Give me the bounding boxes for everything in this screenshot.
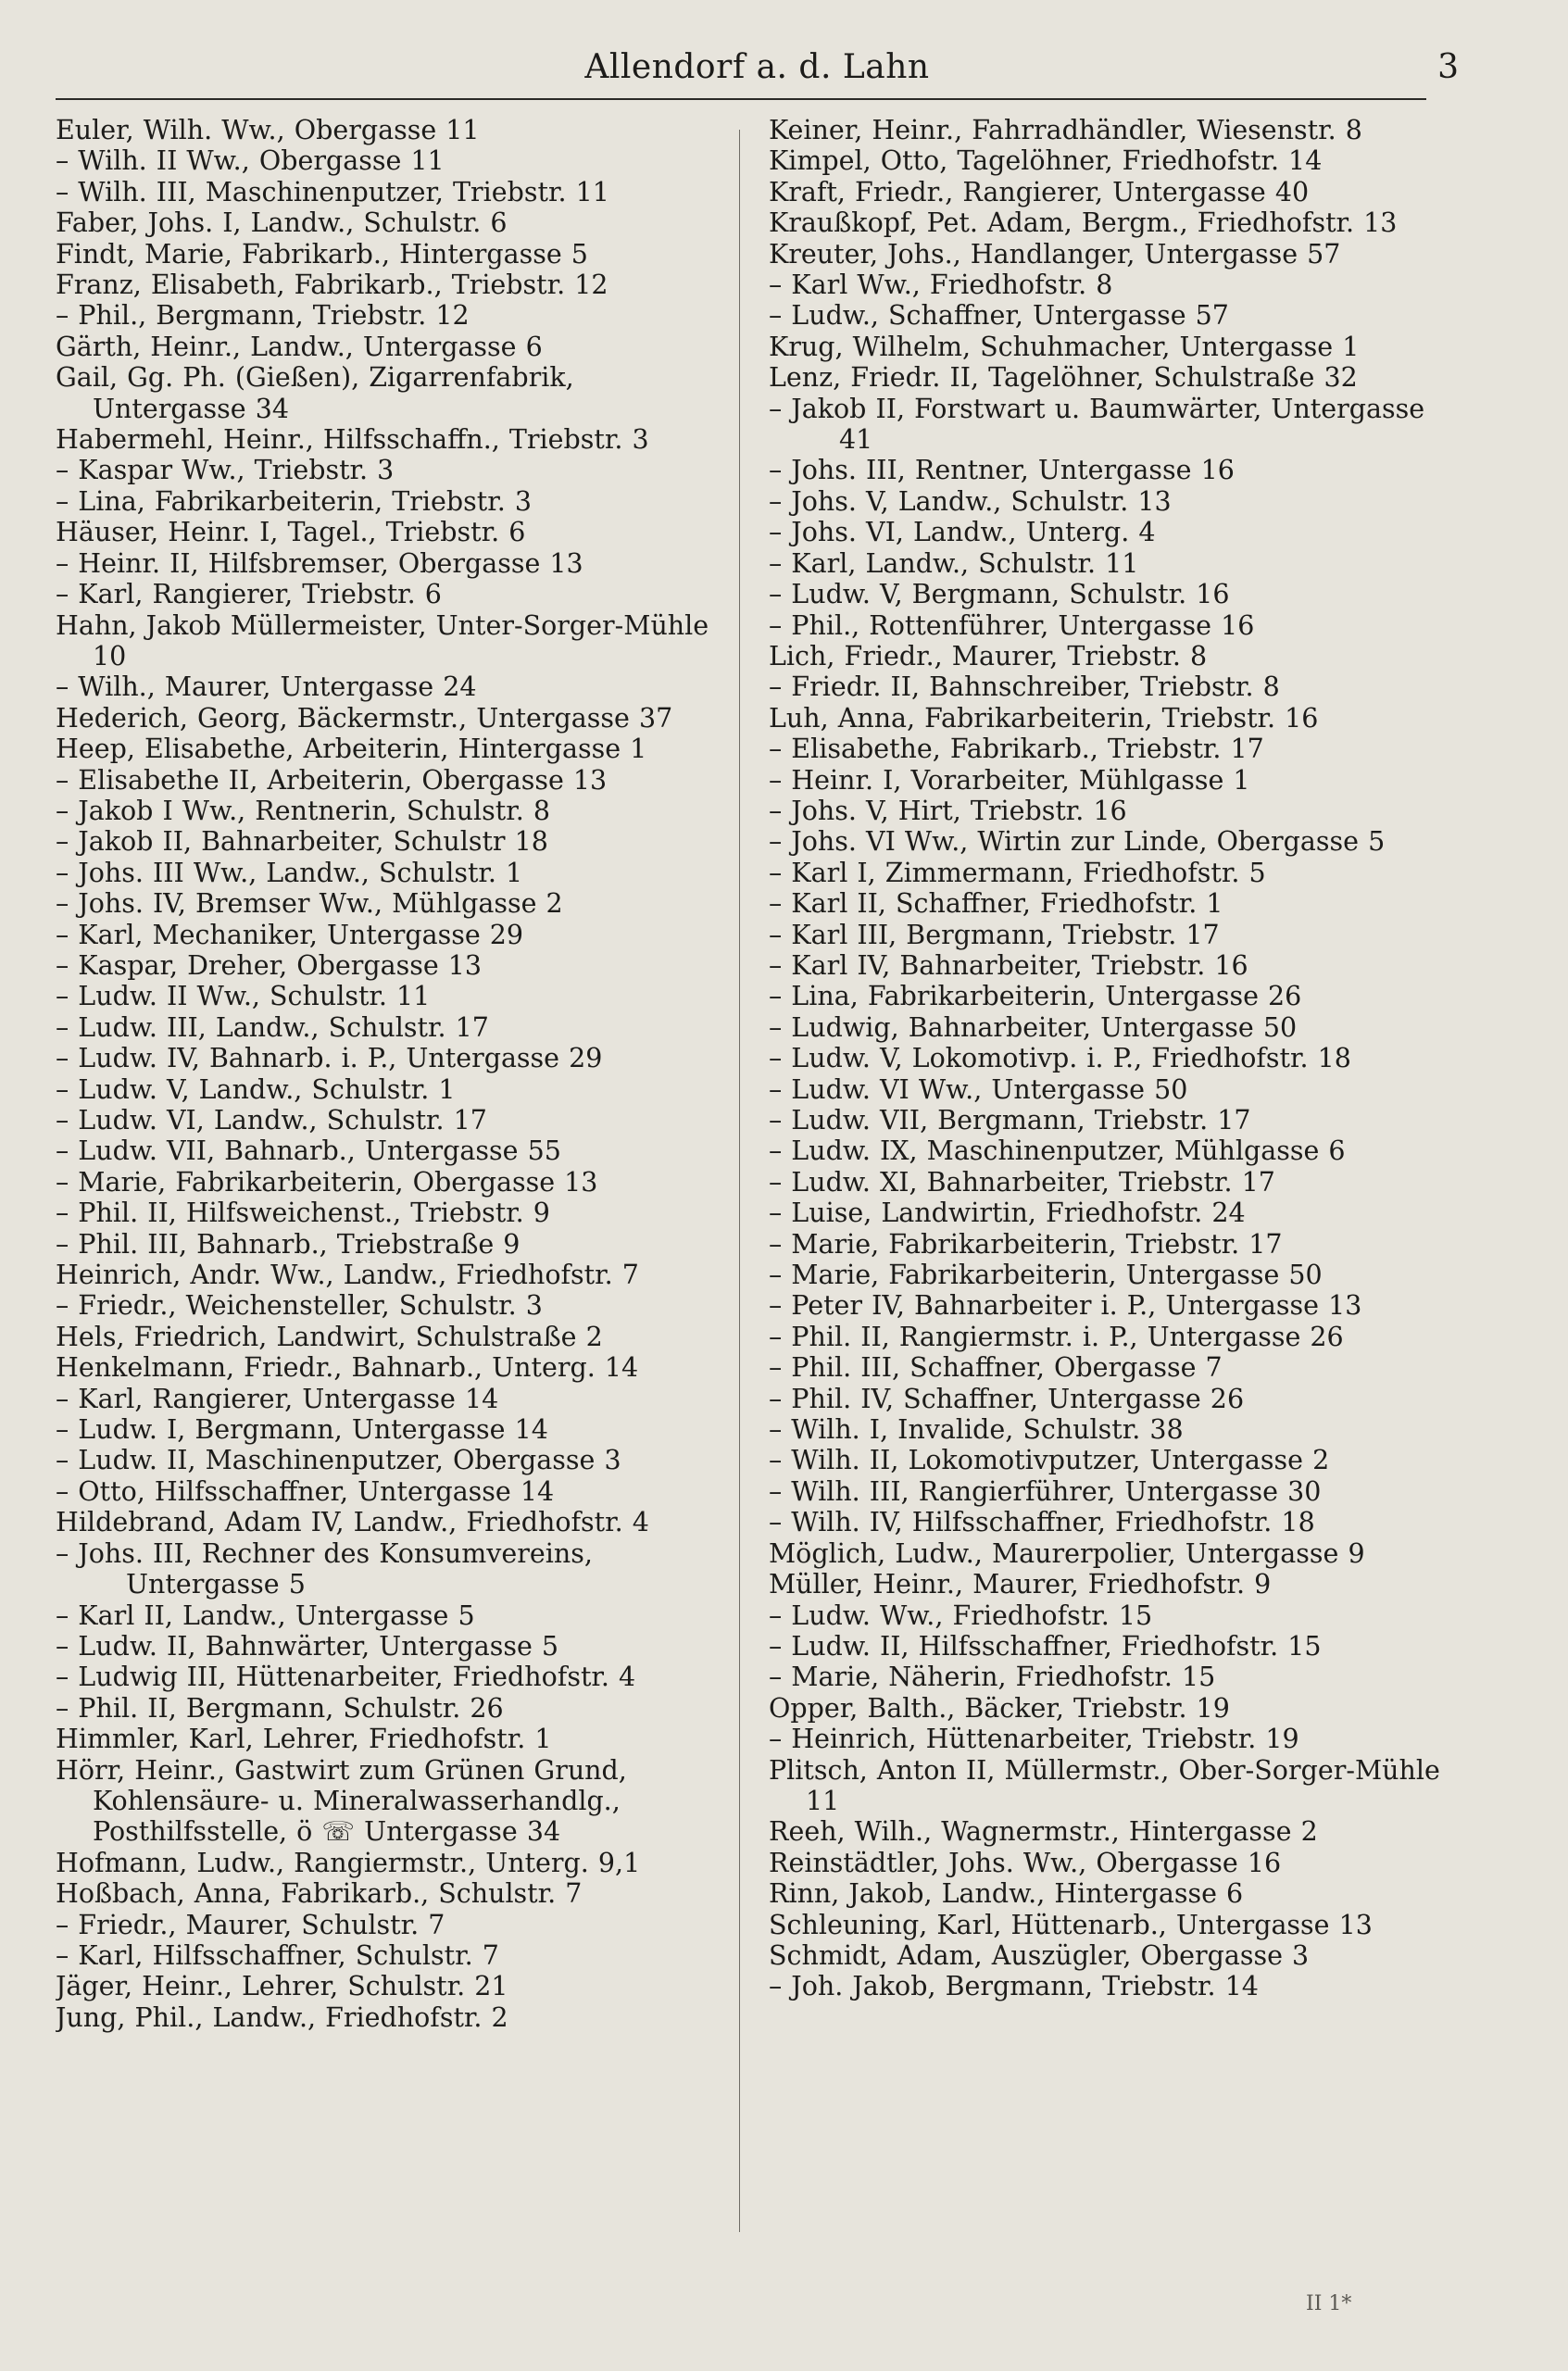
directory-entry: Plitsch, Anton II, Müllermstr., Ober-Sorger-Mühle 11	[769, 1754, 1440, 1816]
directory-entry: Faber, Johs. I, Landw., Schulstr. 6	[56, 207, 508, 239]
directory-entry: Kraußkopf, Pet. Adam, Bergm., Friedhofstr. 13	[769, 207, 1398, 239]
signature-mark: II 1*	[1306, 2292, 1352, 2315]
directory-entry: Hoßbach, Anna, Fabrikarb., Schulstr. 7	[56, 1878, 583, 1910]
directory-entry: Hofmann, Ludw., Rangiermstr., Unterg. 9,1	[56, 1847, 641, 1878]
directory-entry: Hahn, Jakob Müllermeister, Unter-Sorger-Mühle 10	[56, 609, 709, 671]
directory-entry: – Phil. IV, Schaffner, Untergasse 26	[769, 1383, 1245, 1414]
directory-entry: – Otto, Hilfsschaffner, Untergasse 14	[56, 1475, 555, 1507]
directory-entry: – Karl, Rangierer, Untergasse 14	[56, 1383, 499, 1414]
directory-entry: Krug, Wilhelm, Schuhmacher, Untergasse 1	[769, 331, 1360, 362]
directory-entry: – Kaspar Ww., Triebstr. 3	[56, 455, 395, 486]
directory-entry: – Karl IV, Bahnarbeiter, Triebstr. 16	[769, 949, 1248, 981]
directory-entry: Kimpel, Otto, Tagelöhner, Friedhofstr. 14	[769, 145, 1323, 177]
directory-entry: Häuser, Heinr. I, Tagel., Triebstr. 6	[56, 517, 526, 548]
directory-entry: Gail, Gg. Ph. (Gießen), Zigarrenfabrik, Untergasse 34	[56, 362, 574, 424]
directory-entry: Henkelmann, Friedr., Bahnarb., Unterg. 14	[56, 1352, 639, 1384]
directory-entry: – Luise, Landwirtin, Friedhofstr. 24	[769, 1198, 1246, 1229]
directory-entry: Heep, Elisabethe, Arbeiterin, Hintergasse 1	[56, 734, 647, 765]
directory-entry: Rinn, Jakob, Landw., Hintergasse 6	[769, 1878, 1244, 1910]
directory-entry: – Karl Ww., Friedhofstr. 8	[769, 270, 1113, 301]
directory-entry: – Ludw. V, Lokomotivp. i. P., Friedhofstr. 18	[769, 1043, 1351, 1074]
right-column	[769, 115, 1449, 2236]
directory-entry: – Karl, Landw., Schulstr. 11	[769, 547, 1139, 579]
directory-entry: – Karl, Hilfsschaffner, Schulstr. 7	[56, 1939, 499, 1971]
directory-entry: – Heinr. I, Vorarbeiter, Mühlgasse 1	[769, 764, 1250, 796]
directory-entry: – Ludw. I, Bergmann, Untergasse 14	[56, 1414, 548, 1446]
page-header	[56, 48, 1459, 104]
directory-entry: – Johs. VI Ww., Wirtin zur Linde, Obergasse 5	[769, 826, 1386, 858]
directory-entry: – Johs. III, Rechner des Konsumvereins, Untergasse 5	[56, 1537, 593, 1600]
directory-entry: – Karl I, Zimmermann, Friedhofstr. 5	[769, 857, 1266, 888]
directory-entry: Euler, Wilh. Ww., Obergasse 11	[56, 115, 480, 145]
directory-entry: – Ludw. III, Landw., Schulstr. 17	[56, 1011, 489, 1043]
directory-entry: – Jakob I Ww., Rentnerin, Schulstr. 8	[56, 795, 550, 826]
directory-entry: – Johs. III Ww., Landw., Schulstr. 1	[56, 857, 523, 888]
directory-entry: – Heinrich, Hüttenarbeiter, Triebstr. 19	[769, 1724, 1299, 1755]
directory-entry: – Ludw. VII, Bahnarb., Untergasse 55	[56, 1135, 561, 1167]
directory-entry: – Ludw. Ww., Friedhofstr. 15	[769, 1599, 1153, 1631]
directory-entry: – Jakob II, Bahnarbeiter, Schulstr 18	[56, 826, 548, 858]
directory-entry: – Phil. II, Bergmann, Schulstr. 26	[56, 1692, 504, 1724]
directory-entry: Schleuning, Karl, Hüttenarb., Untergasse 13	[769, 1909, 1373, 1940]
directory-entry: – Ludw., Schaffner, Untergasse 57	[769, 300, 1229, 332]
directory-entry: – Johs. III, Rentner, Untergasse 16	[769, 455, 1235, 486]
directory-entry: – Elisabethe II, Arbeiterin, Obergasse 13	[56, 764, 608, 796]
directory-entry: Hels, Friedrich, Landwirt, Schulstraße 2	[56, 1321, 603, 1352]
directory-entry: Müller, Heinr., Maurer, Friedhofstr. 9	[769, 1569, 1272, 1600]
page-title: Allendorf a. d. Lahn	[584, 48, 930, 86]
header-rule	[56, 98, 1426, 100]
directory-entry: – Marie, Fabrikarbeiterin, Obergasse 13	[56, 1166, 598, 1198]
directory-entry: – Friedr., Maurer, Schulstr. 7	[56, 1909, 445, 1940]
directory-entry: – Kaspar, Dreher, Obergasse 13	[56, 949, 483, 981]
directory-entry: – Johs. IV, Bremser Ww., Mühlgasse 2	[56, 888, 563, 920]
directory-entry: – Heinr. II, Hilfsbremser, Obergasse 13	[56, 547, 583, 579]
directory-entry: Opper, Balth., Bäcker, Triebstr. 19	[769, 1692, 1230, 1724]
directory-entry: – Ludwig, Bahnarbeiter, Untergasse 50	[769, 1011, 1298, 1043]
directory-entry: – Ludw. IX, Maschinenputzer, Mühlgasse 6	[769, 1135, 1346, 1167]
directory-entry: – Ludw. IV, Bahnarb. i. P., Untergasse 29	[56, 1043, 603, 1074]
directory-entry: Jung, Phil., Landw., Friedhofstr. 2	[56, 2001, 508, 2033]
directory-entry: – Johs. V, Hirt, Triebstr. 16	[769, 795, 1127, 826]
column-divider	[739, 130, 740, 2232]
directory-entry: – Phil. II, Hilfsweichenst., Triebstr. 9	[56, 1198, 550, 1229]
directory-entry: – Ludw. II Ww., Schulstr. 11	[56, 981, 431, 1012]
directory-entry: – Ludwig III, Hüttenarbeiter, Friedhofstr. 4	[56, 1662, 636, 1693]
directory-entry: – Johs. VI, Landw., Unterg. 4	[769, 517, 1156, 548]
directory-entry: Heinrich, Andr. Ww., Landw., Friedhofstr. 7	[56, 1260, 639, 1291]
directory-entry: – Karl III, Bergmann, Triebstr. 17	[769, 919, 1220, 950]
directory-entry: Luh, Anna, Fabrikarbeiterin, Triebstr. 16	[769, 702, 1319, 734]
directory-entry: – Wilh., Maurer, Untergasse 24	[56, 671, 477, 703]
directory-entry: Keiner, Heinr., Fahrradhändler, Wiesenstr. 8	[769, 115, 1362, 145]
directory-entry: Jäger, Heinr., Lehrer, Schulstr. 21	[56, 1971, 508, 2002]
directory-entry: – Ludw. V, Landw., Schulstr. 1	[56, 1073, 456, 1105]
directory-entry: Gärth, Heinr., Landw., Untergasse 6	[56, 331, 543, 362]
directory-entry: Franz, Elisabeth, Fabrikarb., Triebstr. 12	[56, 270, 608, 301]
directory-entry: Findt, Marie, Fabrikarb., Hintergasse 5	[56, 238, 588, 270]
directory-entry: – Phil. III, Schaffner, Obergasse 7	[769, 1352, 1223, 1384]
directory-entry: – Wilh. III, Maschinenputzer, Triebstr. 11	[56, 176, 609, 207]
directory-entry: – Joh. Jakob, Bergmann, Triebstr. 14	[769, 1971, 1259, 2002]
page-number: 3	[1437, 48, 1459, 86]
directory-entry: – Marie, Fabrikarbeiterin, Triebstr. 17	[769, 1228, 1283, 1260]
directory-entry: Himmler, Karl, Lehrer, Friedhofstr. 1	[56, 1724, 552, 1755]
directory-entry: – Karl, Mechaniker, Untergasse 29	[56, 919, 524, 950]
directory-entry: Habermehl, Heinr., Hilfsschaffn., Triebstr. 3	[56, 424, 649, 456]
directory-entry: – Marie, Näherin, Friedhofstr. 15	[769, 1662, 1216, 1693]
directory-entry: – Friedr., Weichensteller, Schulstr. 3	[56, 1290, 543, 1322]
directory-entry: Hildebrand, Adam IV, Landw., Friedhofstr. 4	[56, 1507, 649, 1538]
directory-entry: – Friedr. II, Bahnschreiber, Triebstr. 8	[769, 671, 1280, 703]
directory-entry: – Elisabethe, Fabrikarb., Triebstr. 17	[769, 734, 1264, 765]
directory-entry: Lich, Friedr., Maurer, Triebstr. 8	[769, 640, 1208, 671]
directory-entry: – Peter IV, Bahnarbeiter i. P., Untergasse 13	[769, 1290, 1362, 1322]
directory-entry: – Ludw. VI, Landw., Schulstr. 17	[56, 1105, 487, 1135]
directory-entry: – Phil., Rottenführer, Untergasse 16	[769, 609, 1255, 641]
directory-entry: – Jakob II, Forstwart u. Baumwärter, Untergasse 41	[769, 393, 1425, 456]
directory-entry: – Phil., Bergmann, Triebstr. 12	[56, 300, 470, 332]
directory-entry: Kreuter, Johs., Handlanger, Untergasse 57	[769, 238, 1341, 270]
directory-entry: – Wilh. IV, Hilfsschaffner, Friedhofstr. 18	[769, 1507, 1315, 1538]
directory-entry: – Ludw. II, Hilfsschaffner, Friedhofstr. 15	[769, 1630, 1322, 1662]
directory-entry: – Wilh. II Ww., Obergasse 11	[56, 145, 445, 177]
directory-entry: Hörr, Heinr., Gastwirt zum Grünen Grund, Kohlensäure- u. Mineralwasserhandlg., Posthilfsstelle, ö ☏ Untergasse 34	[56, 1754, 627, 1848]
directory-entry: – Johs. V, Landw., Schulstr. 13	[769, 485, 1172, 517]
directory-entry: – Phil. III, Bahnarb., Triebstraße 9	[56, 1228, 521, 1260]
directory-entry: – Ludw. II, Bahnwärter, Untergasse 5	[56, 1630, 559, 1662]
directory-entry: – Ludw. VI Ww., Untergasse 50	[769, 1073, 1188, 1105]
directory-entry: Reeh, Wilh., Wagnermstr., Hintergasse 2	[769, 1816, 1318, 1848]
directory-entry: Hederich, Georg, Bäckermstr., Untergasse 37	[56, 702, 673, 734]
directory-entry: – Ludw. VII, Bergmann, Triebstr. 17	[769, 1105, 1251, 1135]
directory-entry: Schmidt, Adam, Auszügler, Obergasse 3	[769, 1939, 1310, 1971]
directory-entry: Möglich, Ludw., Maurerpolier, Untergasse 9	[769, 1537, 1365, 1569]
directory-entry: – Ludw. V, Bergmann, Schulstr. 16	[769, 579, 1230, 610]
directory-entry: – Karl II, Schaffner, Friedhofstr. 1	[769, 888, 1223, 920]
directory-entry: Reinstädtler, Johs. Ww., Obergasse 16	[769, 1847, 1282, 1878]
directory-entry: – Ludw. XI, Bahnarbeiter, Triebstr. 17	[769, 1166, 1275, 1198]
directory-entry: – Wilh. II, Lokomotivputzer, Untergasse 2	[769, 1445, 1330, 1476]
directory-entry: Lenz, Friedr. II, Tagelöhner, Schulstraße 32	[769, 362, 1358, 394]
directory-entry: – Phil. II, Rangiermstr. i. P., Untergasse 26	[769, 1321, 1344, 1352]
left-column	[56, 115, 736, 2236]
directory-entry: – Marie, Fabrikarbeiterin, Untergasse 50	[769, 1260, 1323, 1291]
directory-entry: – Wilh. III, Rangierführer, Untergasse 30	[769, 1475, 1322, 1507]
directory-entry: – Lina, Fabrikarbeiterin, Triebstr. 3	[56, 485, 532, 517]
directory-entry: Kraft, Friedr., Rangierer, Untergasse 40	[769, 176, 1310, 207]
directory-entry: – Wilh. I, Invalide, Schulstr. 38	[769, 1414, 1184, 1446]
directory-entry: – Karl II, Landw., Untergasse 5	[56, 1599, 475, 1631]
directory-entry: – Ludw. II, Maschinenputzer, Obergasse 3	[56, 1445, 621, 1476]
directory-entry: – Karl, Rangierer, Triebstr. 6	[56, 579, 442, 610]
directory-entry: – Lina, Fabrikarbeiterin, Untergasse 26	[769, 981, 1302, 1012]
